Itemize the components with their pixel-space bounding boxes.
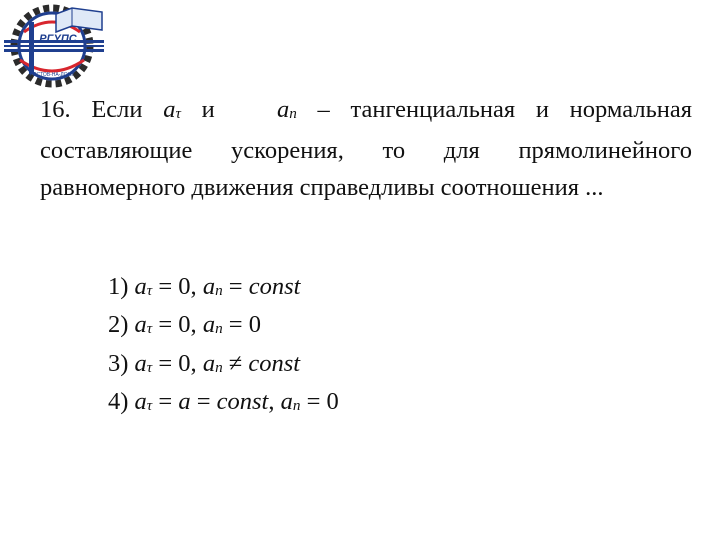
question-line-1: 16. Если aτ и an – тангенциальная и нормальная xyxy=(40,96,693,123)
answer-option-4[interactable]: 4) aτ = a = const, an = 0 xyxy=(108,387,339,415)
answer-option-3[interactable]: 3) aτ = 0, an ≠ const xyxy=(108,349,301,377)
question-text xyxy=(40,91,692,206)
answer-list xyxy=(108,270,339,423)
answer-option-1[interactable]: 1) aτ = 0, an = const xyxy=(108,273,301,300)
question-line-2: составляющие ускорения, то для прямолинейного xyxy=(40,136,692,164)
question-number: 16. xyxy=(40,96,71,123)
answer-option-2[interactable]: 2) aτ = 0, an = 0 xyxy=(108,311,261,339)
logo-ring-text: РОСТОВ-НА-ДОНУ xyxy=(29,72,75,78)
rgups-logo-icon xyxy=(2,2,110,88)
question-line-3: равномерного движения справедливы соотношения ... xyxy=(40,173,604,201)
logo-text: РГУПС xyxy=(39,33,77,45)
